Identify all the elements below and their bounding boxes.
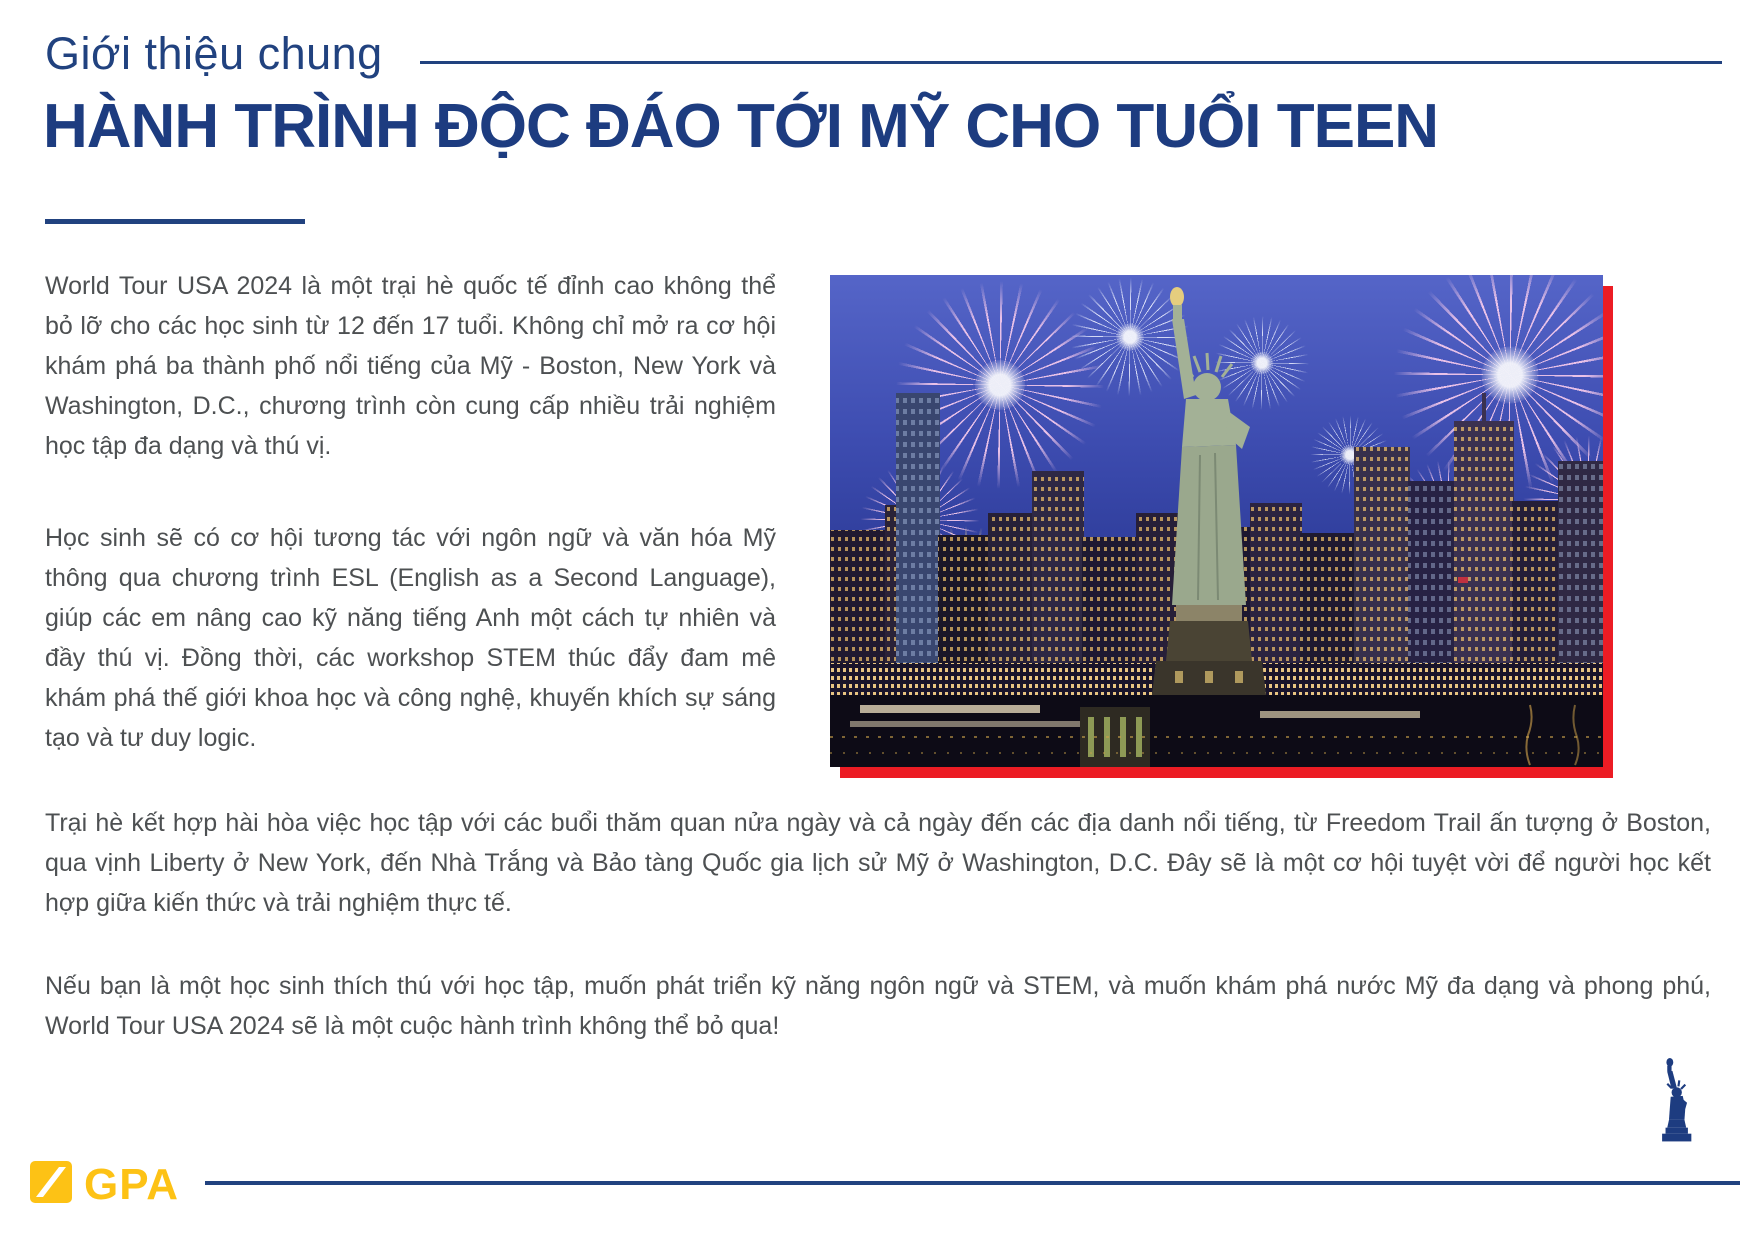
- eyebrow-rule: [420, 61, 1722, 64]
- city-skyline-illustration: [830, 275, 1603, 767]
- intro-column: [45, 266, 776, 810]
- hero-photo: [830, 275, 1603, 767]
- gpa-logo-slash-icon: [30, 1161, 72, 1203]
- paragraph-tours: Trại hè kết hợp hài hòa việc học tập với các buổi thăm quan nửa ngày và cả ngày đến các địa danh nổi tiếng, từ Freedom Trail ấn tượng ở Boston, qua vịnh Liberty ở New York, đến Nhà Trắng và Bảo tàng Quốc gia lịch sử Mỹ ở Washington, D.C. Đây sẽ là một cơ hội tuyệt vời để người học kết hợp giữa kiến thức và trải nghiệm thực tế.: [45, 809, 1711, 917]
- title-underline: [45, 219, 305, 224]
- section-eyebrow: Giới thiệu chung: [45, 28, 383, 79]
- paragraph-intro-1: World Tour USA 2024 là một trại hè quốc tế đỉnh cao không thể bỏ lỡ cho các học sinh từ 12 đến 17 tuổi. Không chỉ mở ra cơ hội khám phá ba thành phố nổi tiếng của Mỹ - Boston, New York và Washington, D.C., chương trình còn cung cấp nhiều trải nghiệm học tập đa dạng và thú vị.: [45, 272, 776, 460]
- statue-of-liberty-illustration: [1150, 287, 1268, 711]
- footer-rule: [205, 1181, 1740, 1185]
- paragraph-closing: Nếu bạn là một học sinh thích thú với học tập, muốn phát triển kỹ năng ngôn ngữ và STEM, và muốn khám phá nước Mỹ đa dạng và phong phú, World Tour USA 2024 sẽ là một cuộc hành trình không thể bỏ qua!: [45, 972, 1711, 1040]
- paragraph-intro-2: Học sinh sẽ có cơ hội tương tác với ngôn ngữ và văn hóa Mỹ thông qua chương trình ESL (English as a Second Language), giúp các em nâng cao kỹ năng tiếng Anh một cách tự nhiên và đầy thú vị. Đồng thời, các workshop STEM thúc đẩy đam mê khám phá thế giới khoa học và công nghệ, khuyến khích sự sáng tạo và tư duy logic.: [45, 524, 776, 752]
- statue-of-liberty-icon: [1656, 1058, 1694, 1144]
- waterfront: [830, 695, 1603, 767]
- gpa-logo-text: GPA: [84, 1160, 180, 1209]
- page-title: HÀNH TRÌNH ĐỘC ĐÁO TỚI MỸ CHO TUỔI TEEN: [43, 92, 1439, 161]
- gpa-logo-mark: [30, 1161, 72, 1203]
